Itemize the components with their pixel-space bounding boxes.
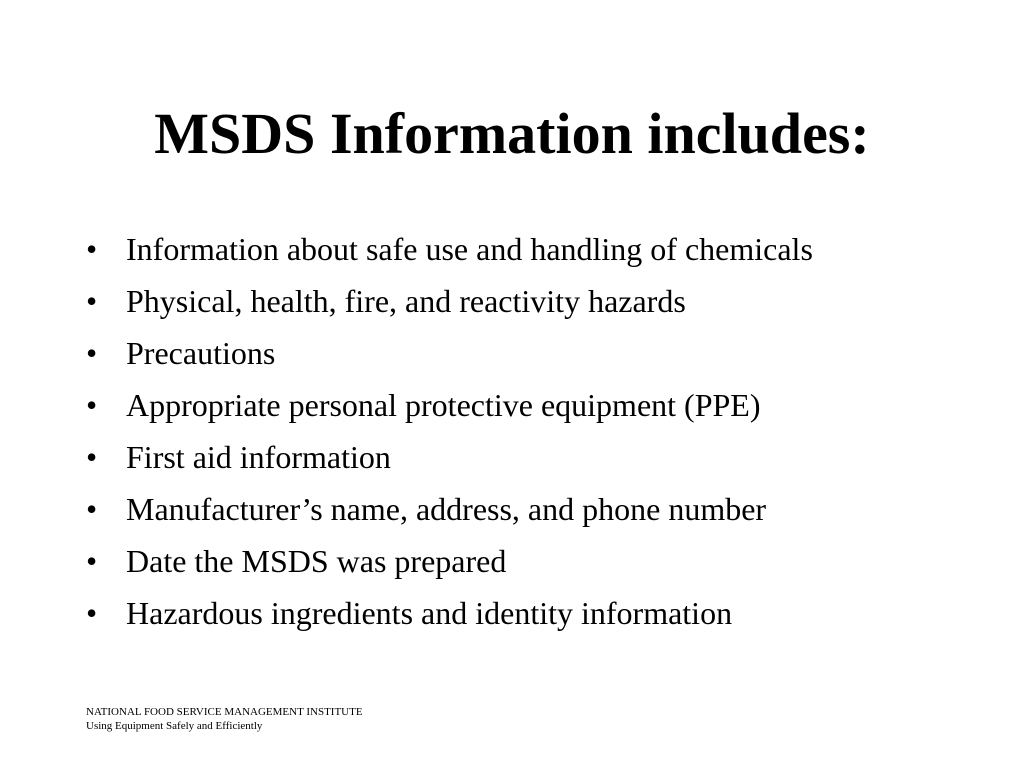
bullet-list [86,228,946,644]
bullet-icon: • [86,543,98,579]
bullet-item-date-prepared [86,540,946,583]
footer-organization: NATIONAL FOOD SERVICE MANAGEMENT INSTITUTE [86,706,363,718]
bullet-text: Information about safe use and handling of chemicals [126,231,813,267]
slide-title: MSDS Information includes: [154,101,870,166]
bullet-icon: • [86,595,98,631]
bullet-text: First aid information [126,439,391,475]
bullet-icon: • [86,387,98,423]
footer-course: Using Equipment Safely and Efficiently [86,720,263,732]
bullet-item-safe-use [86,228,946,271]
bullet-icon: • [86,335,98,371]
bullet-text: Hazardous ingredients and identity information [126,595,733,631]
bullet-text: Appropriate personal protective equipment (PPE) [126,387,761,423]
bullet-item-precautions [86,332,946,375]
bullet-text: Precautions [126,335,276,371]
bullet-icon: • [86,231,98,267]
bullet-icon: • [86,283,98,319]
bullet-item-manufacturer [86,488,946,531]
bullet-icon: • [86,439,98,475]
bullet-item-ppe [86,384,946,427]
bullet-text: Manufacturer’s name, address, and phone number [126,491,767,527]
bullet-text: Physical, health, fire, and reactivity hazards [126,283,686,319]
slide-footer [86,705,363,733]
bullet-icon: • [86,491,98,527]
bullet-item-hazards [86,280,946,323]
bullet-item-first-aid [86,436,946,479]
bullet-text: Date the MSDS was prepared [126,543,507,579]
bullet-item-ingredients [86,592,946,635]
